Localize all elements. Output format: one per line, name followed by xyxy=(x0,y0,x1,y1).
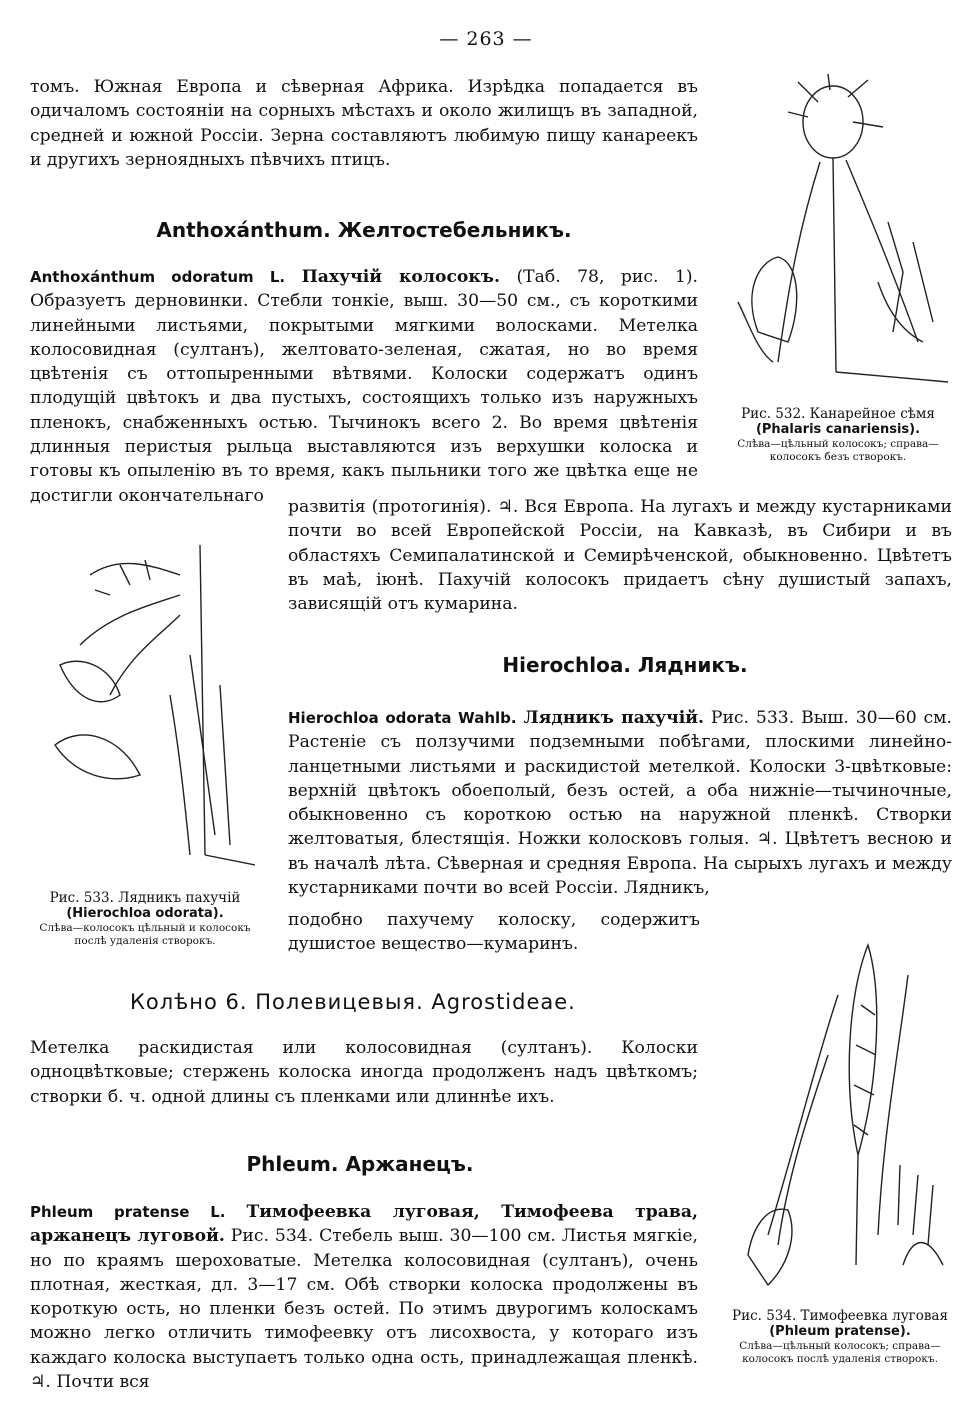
caption-note: Слѣва—цѣльный колосокъ; справа—колосокъ послѣ удаленiя створокъ. xyxy=(739,1340,941,1365)
phleum-paragraph xyxy=(30,1200,698,1394)
figure-533-illustration xyxy=(30,535,270,875)
caption-title: Рис. 532. Канарейное сѣмя xyxy=(741,406,935,422)
caption-title: Рис. 534. Тимофеевка луговая xyxy=(731,1308,948,1324)
species-latin: Anthoxánthum odoratum L. xyxy=(30,268,286,286)
figure-532-illustration xyxy=(718,72,958,397)
figure-532-caption xyxy=(718,406,958,464)
page-number: — 263 — xyxy=(439,28,533,50)
species-russian: Лядникъ пахучiй. xyxy=(523,708,704,728)
figure-533-caption xyxy=(30,890,260,948)
intro-paragraph: томъ. Южная Европа и сѣверная Африка. Изрѣдка попадается въ одичаломъ состоянiи на сорныхъ мѣстахъ и около жилищъ въ западной, средней и южной Россiи. Зерна составляютъ любимую пищу канареекъ и другихъ зерноядныхъ пѣвчихъ птицъ. xyxy=(30,77,698,170)
hierochloa-paragraph xyxy=(288,706,952,900)
knee-paragraph: Метелка раскидистая или колосовидная (султанъ). Колоски одноцвѣтковые; стержень колоска иногда продолженъ надъ цвѣткомъ; створки б. ч. одной длины съ пленками или длиннѣе ихъ. xyxy=(30,1038,698,1107)
caption-note: Слѣва—колосокъ цѣльный и колосокъ послѣ удаленiя створокъ. xyxy=(39,922,251,947)
body-text: Рис. 533. Выш. 30—60 см. Растенiе съ ползучими подземными побѣгами, плоскими линейно-ланцетными листьями и раскидистой метелкой. Колоски 3-цвѣтковые: верхнiй цвѣтокъ обоеполый, безъ остей, а оба нижнiе—тычиночные, обыкновенно съ короткою остью на наружной пленкѣ. Створки желтоватыя, блестящiя. Ножки колосковъ голыя. ♃. Цвѣтетъ весною и въ началѣ лѣта. Сѣверная и средняя Европа. На сырыхъ лугахъ и между кустарниками почти во всей Россiи. Лядникъ, xyxy=(288,708,953,899)
body-text: (Таб. 78, рис. 1). Образуетъ дерновинки. Стебли тонкiе, выш. 30—50 см., съ короткими линейными листьями, покрытыми мягкими волосками. Метелка колосовидная (султанъ), желтовато-зеленая, сжатая, но во время цвѣтенiя съ оттопыренными вѣтвями. Колоски содержатъ одинъ плодущiй цвѣтокъ и два пустыхъ, состоящихъ только изъ наружныхъ пленокъ, снабженныхъ остью. Тычинокъ всего 2. Во время цвѣтенiя длинныя перистыя рыльца выставляются изъ верхушки колоска и готовы къ опыленiю въ то время, какъ пыльники того же цвѣтка еще не достигли окончательнаго xyxy=(30,267,698,506)
heading-knee-6: Колѣно 6. Полевицевыя. Agrostideae. xyxy=(130,990,576,1014)
figure-534-illustration xyxy=(728,935,958,1305)
heading-anthoxanthum: Anthoxánthum. Желтостебельникъ. xyxy=(156,218,572,242)
species-russian: Тимофеевка луговая, Тимофеева трава, аржанецъ луговой. xyxy=(30,1202,698,1247)
species-russian: Пахучiй колосокъ. xyxy=(301,267,500,287)
species-latin: Phleum pratense L. xyxy=(30,1203,226,1221)
caption-title: Рис. 533. Лядникъ пахучiй xyxy=(49,890,241,906)
hierochloa-paragraph-continued: подобно пахучему колоску, содержитъ душистое вещество—кумаринъ. xyxy=(288,910,700,955)
caption-note: Слѣва—цѣльный колосокъ; справа—колосокъ безъ створокъ. xyxy=(737,438,939,463)
anthoxanthum-paragraph-continued: развитiя (протогинiя). ♃. Вся Европа. На лугахъ и между кустарниками почти во всей Европейской Россiи, на Кавказѣ, въ Сибири и въ областяхъ Семипалатинской и Семирѣченской, обыкновенно. Цвѣтетъ въ маѣ, iюнѣ. Пахучiй колосокъ придаетъ сѣну душистый запахъ, зависящiй отъ кумарина. xyxy=(288,497,952,615)
caption-latin: (Phalaris canariensis). xyxy=(755,422,921,437)
caption-latin: (Hierochloa odorata). xyxy=(66,906,224,921)
heading-hierochloa: Hierochloa. Лядникъ. xyxy=(502,653,748,677)
species-latin: Hierochloa odorata Wahlb. xyxy=(288,709,517,727)
caption-latin: (Phleum pratense). xyxy=(769,1324,911,1339)
anthoxanthum-paragraph xyxy=(30,265,698,508)
heading-phleum: Phleum. Аржанецъ. xyxy=(246,1152,474,1176)
body-text: Рис. 534. Стебель выш. 30—100 см. Листья мягкiе, но по краямъ шероховатые. Метелка колосовидная (султанъ), очень плотная, жесткая, дл. 3—17 см. Обѣ створки колоска продолжены въ короткую ость, но пленки безъ остей. По этимъ двурогимъ колоскамъ можно легко отличить тимофеевку отъ лисохвоста, у котораго изъ каждаго колоска выступаетъ только одна ость, принадлежащая пленкѣ. ♃. Почти вся xyxy=(30,1226,698,1393)
figure-534-caption xyxy=(720,1308,960,1366)
